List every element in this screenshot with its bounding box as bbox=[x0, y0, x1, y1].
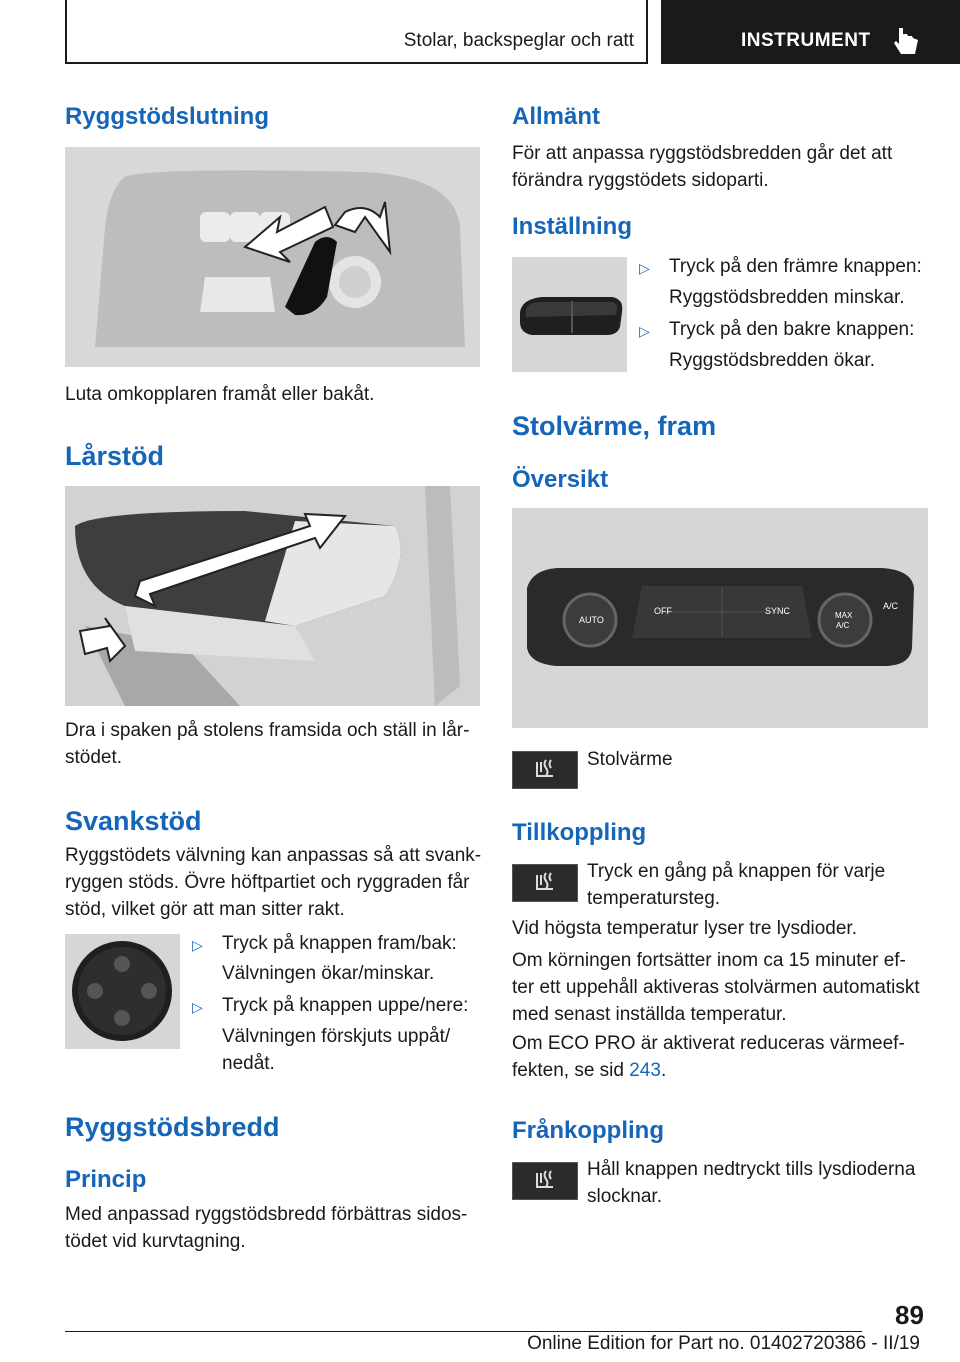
heading-general: Allmänt bbox=[512, 103, 601, 130]
text-thigh-1: Dra i spaken på stolens framsida och ställ in lår- bbox=[65, 720, 470, 741]
footer-edition: Online Edition for Part no. 01402720386 - II/19 bbox=[527, 1333, 920, 1354]
heading-recline: Ryggstödslutning bbox=[65, 103, 269, 130]
bullet-triangle-icon: ▷ bbox=[639, 323, 650, 339]
list-item: ▷ Tryck på den främre knappen: bbox=[639, 253, 939, 280]
list-item: ▷ Tryck på knappen uppe/nere: bbox=[192, 992, 482, 1019]
text-lumbar-b1-result: Välvningen ökar/minskar. bbox=[222, 963, 435, 984]
text-general-1: För att anpassa ryggstödsbredden går det att bbox=[512, 143, 893, 164]
seat-heating-icon bbox=[513, 865, 577, 901]
seat-heating-icon-box bbox=[512, 751, 578, 789]
text-general-2: förändra ryggstödets sidoparti. bbox=[512, 170, 769, 191]
bullet-triangle-icon: ▷ bbox=[639, 260, 650, 276]
seat-thigh-support-image bbox=[65, 486, 480, 706]
text-lumbar-3: stöd, vilket gör att man sitter rakt. bbox=[65, 899, 345, 920]
text-setting-b2-result: Ryggstödsbredden ökar. bbox=[669, 350, 875, 371]
backrest-width-button-image bbox=[512, 257, 627, 372]
text-on-4: Om körningen fortsätter inom ca 15 minuter ef- bbox=[512, 950, 906, 971]
seat-heating-icon-box bbox=[512, 864, 578, 902]
climate-control-panel-image bbox=[512, 508, 928, 728]
heading-seat-heating: Stolvärme, fram bbox=[512, 411, 717, 441]
seat-heating-icon bbox=[513, 1163, 577, 1199]
text-lumbar-2: ryggen stöds. Övre höftpartiet och ryggraden får bbox=[65, 872, 470, 893]
seat-heating-icon-box bbox=[512, 1162, 578, 1200]
text-on-6: med senast inställda temperatur. bbox=[512, 1004, 787, 1025]
panel-max-label: MAX bbox=[835, 611, 853, 620]
text-on-3: Vid högsta temperatur lyser tre lysdioder. bbox=[512, 918, 857, 939]
text-seat-heating-label: Stolvärme bbox=[587, 749, 673, 770]
text-thigh-2: stödet. bbox=[65, 747, 123, 768]
heading-principle: Princip bbox=[65, 1166, 147, 1193]
heading-lumbar: Svankstöd bbox=[65, 806, 202, 836]
bullet-triangle-icon: ▷ bbox=[192, 999, 203, 1015]
footer-divider bbox=[65, 1331, 862, 1332]
header-section-box bbox=[65, 0, 648, 64]
list-item: ▷ Tryck på knappen fram/bak: bbox=[192, 930, 482, 957]
text-on-8: fekten, se sid 243. bbox=[512, 1060, 667, 1081]
panel-ac-label: A/C bbox=[883, 601, 899, 611]
seat-heating-icon bbox=[513, 752, 577, 788]
lumbar-button-image bbox=[65, 934, 180, 1049]
panel-off-label: OFF bbox=[654, 606, 672, 616]
page-link-243[interactable]: 243 bbox=[629, 1060, 661, 1081]
heading-switch-on: Tillkoppling bbox=[512, 819, 647, 846]
bullet-triangle-icon: ▷ bbox=[192, 937, 203, 953]
text-off-1: Håll knappen nedtryckt tills lysdioderna bbox=[587, 1159, 916, 1180]
hand-pointer-icon bbox=[893, 26, 921, 56]
text-on-7: Om ECO PRO är aktiverat reduceras värmeef- bbox=[512, 1033, 905, 1054]
text-lumbar-b2-result-1: Välvningen förskjuts uppåt/ bbox=[222, 1026, 451, 1047]
seat-recline-switch-image bbox=[65, 147, 480, 367]
heading-switch-off: Frånkoppling bbox=[512, 1117, 664, 1144]
text-principle-1: Med anpassad ryggstödsbredd förbättras sidos- bbox=[65, 1204, 468, 1225]
list-item: ▷ Tryck på den bakre knappen: bbox=[639, 316, 939, 343]
text-off-2: slocknar. bbox=[587, 1186, 662, 1207]
text-on-1: Tryck en gång på knappen för varje bbox=[587, 861, 886, 882]
text-principle-2: tödet vid kurvtagning. bbox=[65, 1231, 246, 1252]
header-chapter-title: INSTRUMENT bbox=[741, 30, 871, 51]
panel-max-ac-label: A/C bbox=[836, 621, 850, 630]
heading-backrest-width: Ryggstödsbredd bbox=[65, 1112, 280, 1142]
panel-sync-label: SYNC bbox=[765, 606, 791, 616]
text-setting-b1-result: Ryggstödsbredden minskar. bbox=[669, 287, 905, 308]
heading-setting: Inställning bbox=[512, 213, 632, 240]
page-number: 89 bbox=[895, 1300, 924, 1330]
text-lumbar-1: Ryggstödets välvning kan anpassas så att svank- bbox=[65, 845, 482, 866]
header-section-title: Stolar, backspeglar och ratt bbox=[403, 30, 634, 51]
text-on-5: ter ett uppehåll aktiveras stolvärmen automatiskt bbox=[512, 977, 920, 998]
heading-thigh-support: Lårstöd bbox=[65, 441, 165, 471]
text-on-2: temperatursteg. bbox=[587, 888, 721, 909]
panel-auto-label: AUTO bbox=[579, 615, 604, 625]
text-recline: Luta omkopplaren framåt eller bakåt. bbox=[65, 384, 375, 405]
heading-overview: Översikt bbox=[512, 466, 609, 493]
text-lumbar-b2-result-2: nedåt. bbox=[222, 1053, 275, 1074]
